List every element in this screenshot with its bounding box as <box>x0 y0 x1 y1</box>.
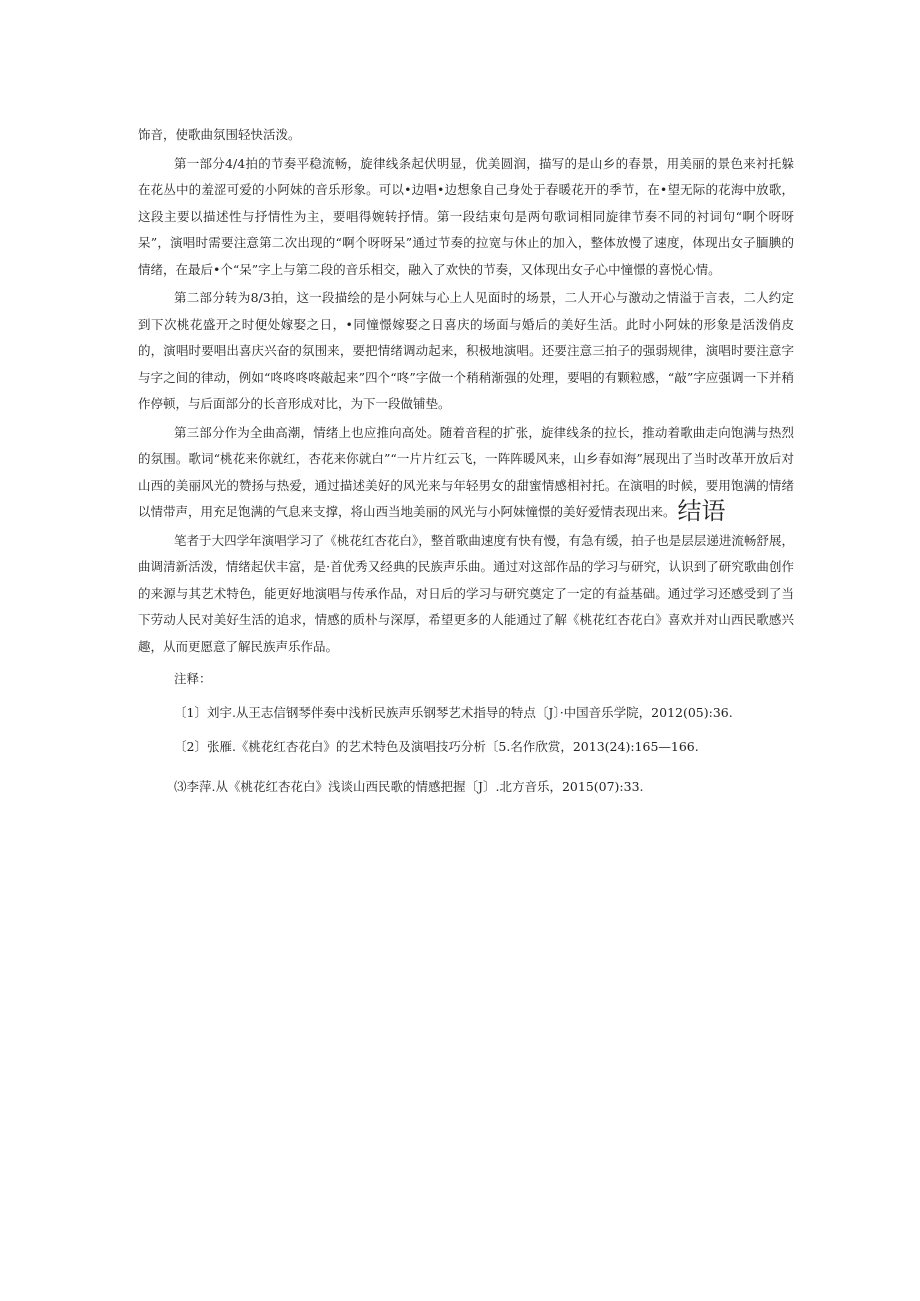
paragraph-part-one: 第一部分4/4拍的节奏平稳流畅，旋律线条起伏明显，优美圆润，描写的是山乡的春景，用美丽的景色来衬托躲在花丛中的羞涩可爱的小阿妹的音乐形象。可以•边唱•边想象自己身处于春暖花开的季节，在•望无际的花海中放歌，这段主要以描述性与抒情性为主，要唱得婉转抒情。第一段结束句是两句歌词相同旋律节奏不同的衬词句“啊个呀呀呆”，演唱时需要注意第二次出现的“啊个呀呀呆”通过节奏的拉宽与休止的加入，整体放慢了速度，体现出女子腼腆的情绪，在最后•个“呆”字上与第二段的音乐相交，融入了欢快的节奏，又体现出女子心中憧憬的喜悦心情。 <box>138 155 794 277</box>
paragraph-part-three-text: 第三部分作为全曲高潮，情绪上也应推向高处。随着音程的扩张，旋律线条的拉长，推动着歌曲走向饱满与热烈的氛围。歌词“桃花来你就红，杏花来你就白”“一片片红云飞，一阵阵暖风来，山乡春如海”展现出了当时改革开放后对山西的美丽风光的赞扬与热爱，通过描述美好的风光来与年轻男女的甜蜜情感相衬托。在演唱的时候，要用饱满的情绪以情带声，用充足饱满的气息来支撑，将山西当地美丽的风光与小阿妹憧憬的美好爱情表现出来。 <box>138 424 794 519</box>
paragraph-part-two: 第二部分转为8/3拍，这一段描绘的是小阿妹与心上人见面时的场景，二人开心与激动之情溢于言表，二人约定到下次桃花盛开之时便处嫁娶之日，•同憧憬嫁娶之日喜庆的场面与婚后的美好生活。此时小阿妹的形象是活泼俏皮的，演唱时要唱出喜庆兴奋的氛围来，要把情绪调动起来，积极地演唱。还要注意三拍子的强弱规律，演唱时要注意字与字之间的律动，例如“咚咚咚咚敲起来”四个“咚”字做一个稍稍渐强的处理，要唱的有颗粒感，“敲”字应强调一下并稍作停顿，与后面部分的长音形成对比，为下一段做铺垫。 <box>138 290 794 411</box>
paragraph-part-three <box>138 420 794 526</box>
paragraph-conclusion: 笔者于大四学年演唱学习了《桃花红杏花白》，整首歌曲速度有快有慢，有急有缓，拍子也是层层递进流畅舒展，曲调清新活泼，情绪起伏丰富，是·首优秀又经典的民族声乐曲。通过对这部作品的学习与研究，认识到了研究歌曲创作的来源与其艺术特色，能更好地演唱与传承作品，对日后的学习与研究奠定了一定的有益基础。通过学习还感受到了当下劳动人民对美好生活的追求，情感的质朴与深厚，希望更多的人能通过了解《桃花红杏花白》喜欢并对山西民歌感兴趣，从而更愿意了解民族声乐作品。 <box>138 532 794 654</box>
document-page <box>138 122 794 800</box>
notes-label: 注释： <box>174 671 212 686</box>
section-heading-conclusion: 结语 <box>677 497 726 525</box>
paragraph-continuation: 饰音，使歌曲氛围轻快活泼。 <box>138 127 301 142</box>
reference-item-2: 〔2〕张雁.《桃花红杏花白》的艺术特色及演唱技巧分析〔5.名作欣赏，2013(24):165—166. <box>174 739 699 754</box>
reference-item-3: ⑶李萍.从《桃花红杏花白》浅谈山西民歌的情感把握〔J〕.北方音乐，2015(07):33. <box>174 779 644 794</box>
reference-item-1: 〔1〕刘宇.从王志信钢琴伴奏中浅析民族声乐钢琴艺术指导的特点〔J〕·中国音乐学院，2012(05):36. <box>174 705 733 720</box>
